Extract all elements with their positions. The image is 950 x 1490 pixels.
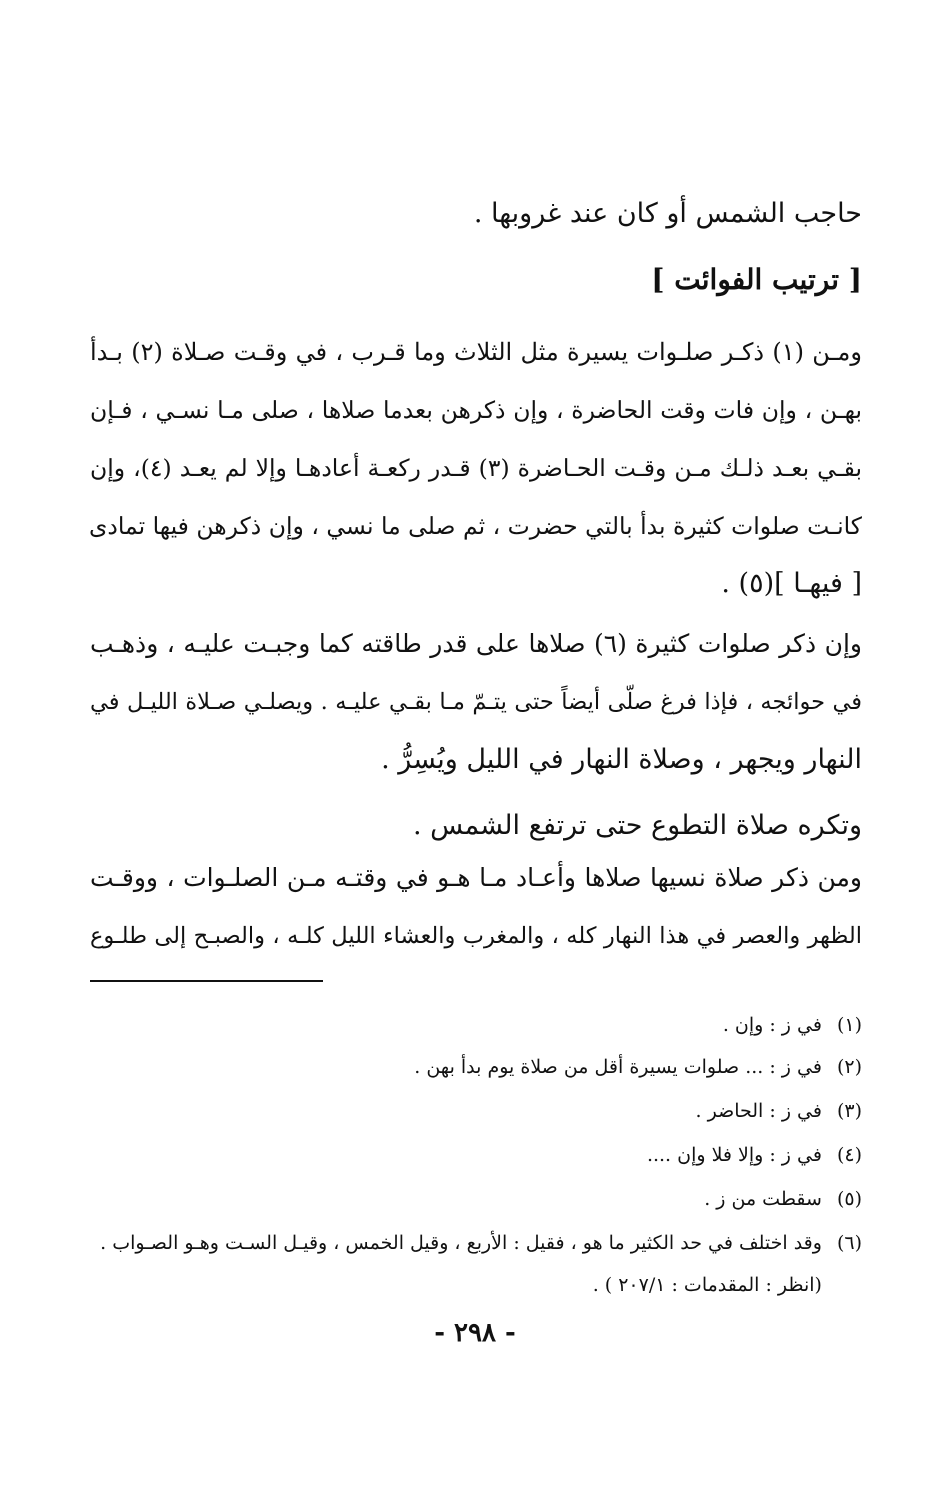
footnote-number: (٢) (836, 1056, 862, 1078)
footnote-item (72, 1142, 862, 1168)
footnote-separator (90, 980, 323, 982)
paragraph-line: [ فيهـا ](٥) . (721, 568, 862, 599)
paragraph-line: الظهر والعصر في هذا النهار كله ، والمغرب والعشاء الليل كلـه ، والصبـح إلى طلـوع (90, 923, 862, 949)
paragraph-line: بقـي بعـد ذلـك مـن وقـت الحـاضرة (٣) قـدر ركعـة أعادهـا وإلا لم يعـد (٤)، وإن (90, 454, 863, 482)
footnote-item (72, 1012, 862, 1038)
footnote-text: في ز : الحاضر . (695, 1100, 822, 1122)
footnote-item (72, 1186, 862, 1212)
footnote-item (72, 1098, 862, 1124)
footnote-text: (انظر : المقدمات : ٢٠٧/١ ) . (592, 1274, 822, 1296)
footnote-text: في ز : وإن . (722, 1014, 822, 1036)
footnote-number: (٥) (836, 1188, 862, 1210)
footnote-text: في ز : وإلا فلا وإن .... (646, 1144, 822, 1166)
page-number: - ٢٩٨ - (434, 1318, 516, 1348)
paragraph-line: النهار ويجهر ، وصلاة النهار في الليل ويُسِرُّ . (381, 744, 862, 775)
paragraph-line: وإن ذكر صلوات كثيرة (٦) صلاها على قدر طاقته كما وجبـت عليـه ، وذهـب (90, 629, 862, 658)
paragraph-line: بهـن ، وإن فات وقت الحاضرة ، وإن ذكرهن بعدما صلاها ، صلى مـا نسـي ، فـإن (90, 396, 862, 424)
footnote-text: في ز : ... صلوات يسيرة أقل من صلاة يوم بدأ بهن . (414, 1056, 822, 1078)
paragraph-line: كانـت صلوات كثيرة بدأ بالتي حضرت ، ثم صلى ما نسي ، وإن ذكرهن فيها تمادى (88, 512, 862, 540)
section-heading: [ ترتيب الفوائت ] (651, 263, 862, 296)
paragraph-3: وتكره صلاة التطوع حتى ترتفع الشمس . (413, 810, 862, 841)
footnote-text: سقطت من ز . (704, 1188, 822, 1210)
footnote-item (72, 1230, 862, 1256)
paragraph-line: ومن ذكر صلاة نسيها صلاها وأعـاد مـا هـو في وقتـه مـن الصلـوات ، ووقـت (90, 863, 862, 892)
text-line-continuation: حاجب الشمس أو كان عند غروبها . (473, 198, 862, 229)
footnote-number: (٦) (836, 1232, 862, 1254)
footnote-number: (٤) (836, 1144, 862, 1166)
footnote-number: (١) (836, 1014, 862, 1036)
paragraph-line: ومـن (١) ذكـر صلـوات يسيرة مثل الثلاث وما قـرب ، في وقـت صـلاة (٢) بـدأ (90, 338, 862, 366)
footnote-text: وقد اختلف في حد الكثير ما هو ، فقيل : الأربع ، وقيل الخمس ، وقيـل السـت وهـو الصـواب . (100, 1232, 822, 1254)
paragraph-line: في حوائجه ، فإذا فرغ صلّى أيضاً حتى يتـمّ مـا بقـي عليـه . ويصلـي صـلاة الليـل في (90, 689, 862, 715)
footnote-item (72, 1054, 862, 1080)
footnote-continuation (72, 1272, 862, 1298)
footnote-number: (٣) (836, 1100, 862, 1122)
